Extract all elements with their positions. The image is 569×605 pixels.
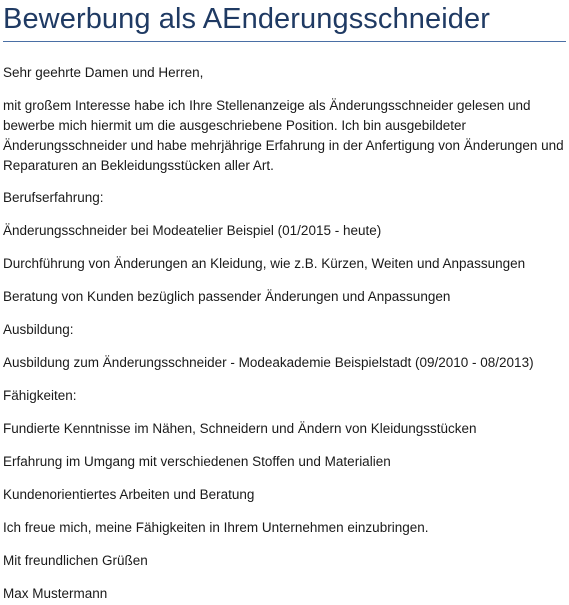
skills-item: Erfahrung im Umgang mit verschiedenen Stoffen und Materialien	[3, 454, 391, 469]
signature-name: Max Mustermann	[3, 586, 108, 601]
experience-heading: Berufserfahrung:	[3, 190, 104, 205]
document-title: Bewerbung als AEnderungsschneider	[3, 3, 490, 35]
intro-paragraph: mit großem Interesse habe ich Ihre Stellenanzeige als Änderungsschneider gelesen und bewerbe mich hiermit um die ausgeschriebene Position. Ich bin ausgebildeter Änderungsschneider und habe mehrjährige Erfahrung in der Anfertigung von Änderungen und Reparaturen an Bekleidungsstücken aller Art.	[3, 98, 564, 173]
salutation: Sehr geehrte Damen und Herren,	[3, 65, 204, 80]
education-item: Ausbildung zum Änderungsschneider - Modeakademie Beispielstadt (09/2010 - 08/2013)	[3, 355, 534, 370]
experience-item: Änderungsschneider bei Modeatelier Beispiel (01/2015 - heute)	[3, 223, 382, 238]
closing-greeting: Mit freundlichen Grüßen	[3, 553, 148, 568]
skills-item: Fundierte Kenntnisse im Nähen, Schneidern und Ändern von Kleidungsstücken	[3, 421, 477, 436]
skills-item: Kundenorientiertes Arbeiten und Beratung	[3, 487, 255, 502]
experience-item: Durchführung von Änderungen an Kleidung, wie z.B. Kürzen, Weiten und Anpassungen	[3, 256, 526, 271]
education-heading: Ausbildung:	[3, 322, 74, 337]
title-divider	[3, 41, 566, 42]
closing-sentence: Ich freue mich, meine Fähigkeiten in Ihrem Unternehmen einzubringen.	[3, 520, 429, 535]
experience-item: Beratung von Kunden bezüglich passender Änderungen und Anpassungen	[3, 289, 451, 304]
skills-heading: Fähigkeiten:	[3, 388, 77, 403]
